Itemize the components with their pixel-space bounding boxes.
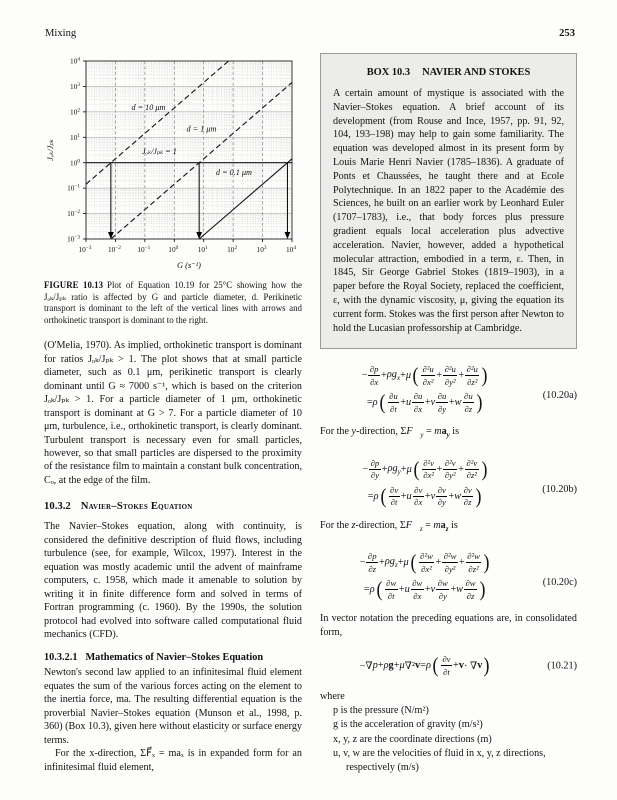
equation-10-20a	[320, 362, 577, 416]
svg-text:100: $10^0$	[70, 158, 80, 168]
svg-text:10−2: $10^{-2}$	[107, 245, 121, 254]
equation-line: − $\frac{\partial p}{\partial z}$ + $\rho g_z$ + μ ( $\frac{\text{∂²w}}{\text{∂x²}}$ + $\frac{\text{∂²w}}{\text{∂y²}}$ + $\frac{\text{∂²w}}{\text{∂z²}}$ )	[359, 550, 490, 575]
two-column-layout	[0, 39, 617, 775]
svg-text:10−3: $10^{-3}$	[78, 245, 92, 254]
equation-number: (10.20b)	[542, 483, 577, 495]
where-label: where	[320, 691, 345, 703]
chart-line-labels	[131, 103, 252, 177]
where-item: u, v, w are the velocities of fluid in x, y, z directions, respectively (m/s)	[333, 747, 546, 773]
figure-10-13	[44, 53, 302, 326]
equation-10-21	[320, 652, 577, 679]
section-title: Navier–Stokes Equation	[80, 500, 193, 513]
where-item: x, y, z are the coordinate directions (m)	[333, 733, 492, 745]
svg-text:102: $10^2$	[227, 245, 238, 254]
svg-text:104: $10^4$	[286, 245, 296, 254]
svg-text:10−2: $10^{-2}$	[67, 209, 80, 219]
section-heading	[44, 500, 302, 512]
box-label: BOX 10.3	[366, 67, 411, 78]
svg-text:d = 10 μm: d = 10 μm	[131, 102, 166, 112]
svg-text:G (s⁻¹): G (s⁻¹)	[177, 261, 201, 270]
box-body: A certain amount of mystique is associated with the Navier–Stokes equation. A brief account of its development (from Rouse and Ince, 1957, pp. 91, 92, 104, 193–198) may help to gain some familiarity. The equation was developed almost in its present form by Louis Marie Henri Navier (1785–1836). A graduate of Ponts et Chaussées, he taught there and at Ecole Polytechnique. In an 1822 paper to the Académie des Sciences, he built on an earlier work by Leonhard Euler (1707–1783), i.e., that body forces plus pressure gradient equals local acceleration plus advective acceleration. Navier, however, added a hypothetical molecular attraction, embodied in a term, ε. Then, in 1845, Sir George Gabriel Stokes (1819–1903), in a paper before the Royal Society, replaced the coefficient, ε, with the dynamic viscosity, μ, giving the equation its current form. Stokes was the first person after Newton to hold the Lucasian professorship at Cambridge.	[333, 88, 564, 334]
equation-intro-z: For the z-direction, $\Sigma F⃗_z = ma_z$ is	[320, 519, 458, 533]
equation-number: (10.20c)	[542, 577, 577, 589]
caption-text: Plot of Equation 10.19 for 25°C showing how the Jₒₖ/Jₚₖ ratio is affected by G and particle diameter, d. Perikinetic transport is dominant to the left of the vertical lines with arrows and orthokinetic transport is dominant to the right.	[44, 280, 302, 325]
left-column	[44, 53, 302, 775]
equation-number: (10.20a)	[542, 390, 577, 402]
subsection-number: 10.3.2.1	[44, 652, 78, 664]
equation-intro-y: For the y-direction, $\Sigma F⃗_y = ma_y$ is	[320, 426, 460, 440]
page-number: 253	[559, 28, 575, 39]
equation-number: (10.21)	[547, 660, 577, 672]
caption-label: FIGURE 10.13	[44, 280, 104, 290]
box-title-text: NAVIER AND STOKES	[422, 67, 531, 78]
equation-line: −∇ p + ρ g + μ ∇² v = ρ ( $\frac{\partial v}{\partial t}$ + v · ∇ v )	[359, 653, 490, 678]
equation-line: = ρ ( $\frac{\partial w}{\partial t}$ + u $\frac{\partial w}{\partial x}$ + v $\frac{\partial w}{\partial y}$ + w $\frac{\partial w}{\partial z}$ )	[363, 577, 486, 602]
svg-text:10−3: $10^{-3}$	[67, 234, 80, 244]
where-item: g is the acceleration of gravity (m/s²)	[333, 719, 483, 731]
body-paragraph-1: (O'Melia, 1970). As implied, orthokinetic transport is dominant for ratios Jₒₖ/Jₚₖ > 1. The plot shows that at small particle diameter, such as 0.1 μm, perikinetic transport is clearly dominant until G ≈ 7000 s⁻¹, which is based on the criterion Jₒₖ/Jₚₖ > 1. For a particle diameter of 1 μm, orthokinetic transport is dominant at G > 7. For a particle diameter of 10 μm, turbulence, i.e., orthokinetic transport, is clearly dominant. Turbulent transport is necessary even for small particles, however, so that small particles are dispersed to the proximity of the resistance film to maintain a constant bulk concentration, Cₒ, at the edge of the film.	[44, 340, 302, 486]
where-item: p is the pressure (N/m²)	[333, 705, 429, 717]
svg-text:103: $10^3$	[70, 82, 80, 92]
equation-10-20b	[320, 456, 577, 510]
where-list	[320, 704, 577, 775]
running-head: Mixing	[45, 28, 77, 39]
chart-svg	[44, 53, 302, 271]
equation-line: − $\frac{\partial p}{\partial x}$ + $\rho g_x$ + μ ( $\frac{\text{∂²u}}{\text{∂x²}}$ + $\frac{\text{∂²u}}{\text{∂y²}}$ + $\frac{\text{∂²u}}{\text{∂z²}}$ )	[361, 363, 488, 388]
equation-line: = ρ ( $\frac{\partial v}{\partial t}$ + u $\frac{\partial v}{\partial x}$ + v $\frac{\partial v}{\partial y}$ + w $\frac{\partial v}{\partial z}$ )	[367, 483, 482, 508]
figure-caption	[44, 280, 302, 326]
body-paragraph-3: Newton's second law applied to an infinitesimal fluid element equates the sum of the various forces acting on the element to the inertia force, ma. The resulting differential equation is the proverbial Navier–Stokes equation (Munson et al., 1998, p. 360) (Box 10.3), given here without elasticity or surface energy terms.	[44, 667, 302, 746]
box-title	[333, 67, 564, 78]
svg-text:101: $10^1$	[197, 245, 208, 254]
body-paragraph-4: For the x-direction, ΣF⃗ₓ = maₓ is in expanded form for an infinitesimal fluid element,	[44, 748, 302, 773]
svg-text:10−1: $10^{-1}$	[67, 183, 80, 193]
svg-text:Jₒₖ/Jₚₖ = 1: Jₒₖ/Jₚₖ = 1	[142, 147, 177, 157]
subsection-title: Mathematics of Navier–Stokes Equation	[85, 652, 264, 664]
svg-text:103: $10^3$	[256, 245, 267, 254]
body-paragraph-2: The Navier–Stokes equation, along with continuity, is considered the definitive description of fluid flows, including turbulence (see, for example, Wilcox, 1997). Interest in the equation was mostly academic until the advent of mainframe computers, c. 1958, which made it amenable to solution by writing it in finite difference form and solved in terms of Fortran programming (c. 1960). By the 1990s, the solution protocol had evolved into software called computational fluid mechanics (CFD).	[44, 521, 302, 640]
svg-text:d = 0.1 μm: d = 0.1 μm	[215, 167, 252, 177]
page-header	[0, 0, 617, 39]
svg-text:10−1: $10^{-1}$	[137, 245, 151, 254]
svg-text:Jₒₖ/Jₚₖ: Jₒₖ/Jₚₖ	[46, 139, 55, 161]
chart-arrows	[108, 163, 290, 239]
sidebar-box	[320, 53, 577, 349]
equation-line: − $\frac{\partial p}{\partial y}$ + $\rho g_y$ + μ ( $\frac{\text{∂²v}}{\text{∂x²}}$ + $\frac{\text{∂²v}}{\text{∂y²}}$ + $\frac{\text{∂²v}}{\text{∂z²}}$ )	[362, 456, 488, 481]
svg-text:101: $10^1$	[70, 132, 80, 142]
vector-notation-paragraph: In vector notation the preceding equations are, in consolidated form,	[320, 613, 577, 638]
svg-text:d = 1 μm: d = 1 μm	[186, 124, 217, 134]
equation-10-20c	[320, 549, 577, 603]
svg-text:100: $10^0$	[168, 245, 179, 254]
equation-line: = ρ ( $\frac{\partial u}{\partial t}$ + u $\frac{\partial u}{\partial x}$ + v $\frac{\partial u}{\partial y}$ + w $\frac{\partial u}{\partial z}$ )	[366, 390, 483, 415]
chart-grid	[86, 61, 292, 239]
svg-text:102: $10^2$	[70, 107, 80, 117]
chart-axes	[46, 57, 296, 270]
section-number: 10.3.2	[44, 500, 71, 513]
svg-text:104: $10^4$	[70, 56, 80, 66]
right-column	[320, 53, 577, 775]
subsection-heading	[44, 652, 302, 663]
